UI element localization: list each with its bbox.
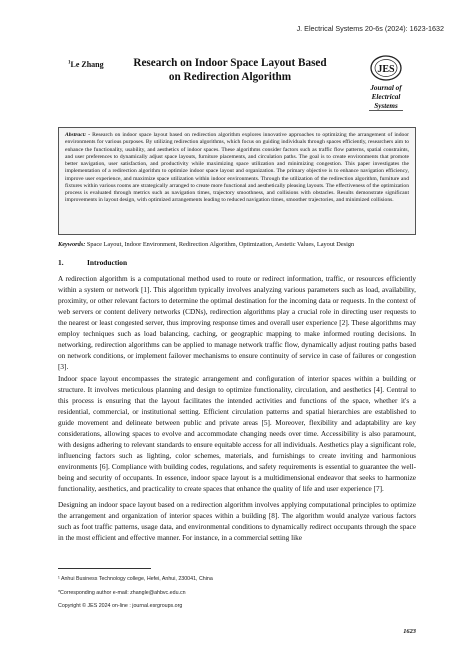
body-paragraph: Indoor space layout encompasses the strategic arrangement and configuration of interior spaces within a building or structure. It involves meticulous planning and design to optimize functionality, circulation, and aesthetics [4]. Central to this process is ensuring that the layout facilitates the intended activities and functions of the space, whether it's a residential, commercial, or institutional setting. Efficient circulation patterns and spatial hierarchies are established to guide movement and delineate between public and private areas [5]. Moreover, flexibility and adaptability are key considerations, allowing spaces to evolve and accommodate changing needs over time. Accessibility is also paramount, with designs adhering to relevant standards to ensure equitable access for all individuals. Aesthetics play a significant role, influencing factors such as lighting, color schemes, materials, and furnishings to create inviting and harmonious environments [6]. Compliance with building codes, regulations, and safety requirements is essential to guarantee the well-being and security of occupants. In essence, indoor space layout is a multidimensional endeavor that seeks to harmonize functionality, aesthetics, and practicality to create spaces that enhance the quality of life and user experience [7].: [58, 375, 416, 494]
abstract-text: Research on indoor space layout based on redirection algorithm explores innovative approaches to optimizing the arrangement of indoor environments for various purposes. By utilizing redirection algorithms, which focus on guiding individuals through spaces efficiently, researchers aim to enhance the functionality, usability, and aesthetics of indoor spaces. These algorithms consider factors such as traffic flow patterns, spatial constraints, and user preferences to dynamically adjust space layouts, furniture placements, and circulation paths. The goal is to create environments that promote better navigation, user satisfaction, and productivity while maximizing space utilization and minimizing congestion. This paper investigates the implementation of a redirection algorithm to optimize indoor space layout and organization. The primary objective is to enhance navigation efficiency, improve user experience, and maximize space utilization within indoor environments. Through the utilization of the redirection algorithm, furniture and fixtures within various rooms are strategically arranged to create more functional and aesthetically pleasing layouts. The effectiveness of the optimization process is evaluated through metrics such as navigation times, trajectory smoothness, and collisions with obstacles. Results demonstrate significant improvements in layout design, with optimized arrangements leading to reduced navigation times, smoother trajectories, and minimized collisions.: [65, 132, 409, 204]
page-number: 1623: [403, 628, 416, 635]
footnote-affiliation: ¹ Anhui Business Technology college, Hefei, Anhui, 230041, China: [58, 576, 213, 582]
abstract-label: Abstract: -: [65, 132, 91, 138]
logo-line-1: Journal of: [370, 84, 402, 92]
journal-header: J. Electrical Systems 20-6s (2024): 1623-1632: [296, 24, 444, 33]
author-name-text: Le Zhang: [70, 60, 104, 69]
footnote-divider: [58, 568, 151, 569]
section-number: 1.: [58, 258, 64, 267]
body-paragraph: Designing an indoor space layout based on a redirection algorithm involves applying computational principles to optimize the arrangement and organization of interior spaces within a building [8]. The algorithm would analyze various factors such as foot traffic patterns, usage data, and environmental conditions to dynamically redirect occupants through the space in the most efficient and effective manner. For instance, in a commercial setting like: [58, 501, 416, 543]
footnote-copyright: Copyright © JES 2024 on-line : journal.esrgroups.org: [58, 603, 183, 609]
keywords-label: Keywords:: [58, 241, 86, 248]
paper-title: Research on Indoor Space Layout Based on Redirection Algorithm: [133, 57, 327, 83]
logo-line-2: Electrical: [371, 93, 401, 101]
footnote-corresponding-author: *Corresponding author e-mail: zhangle@ahbvc.edu.cn: [58, 590, 186, 596]
jes-logo: [355, 52, 417, 118]
author-affiliation-mark: 1: [68, 60, 71, 66]
author-name: [68, 60, 104, 69]
abstract-box: [58, 127, 416, 235]
logo-letters: JES: [377, 64, 395, 75]
keywords-line: [58, 241, 428, 248]
section-title: Introduction: [87, 258, 128, 267]
section-heading-introduction: [58, 258, 127, 267]
keywords-text: Space Layout, Indoor Environment, Redirection Algorithm, Optimization, Aestetic Values, Layout Design: [85, 241, 355, 248]
logo-line-3: Systems: [374, 102, 398, 110]
body-paragraph: A redirection algorithm is a computational method used to route or redirect information, traffic, or resources efficiently within a system or network [1]. This algorithm typically involves analyzing various parameters such as load, availability, proximity, or other relevant factors to determine the optimal destination for the incoming data or requests. In the context of web servers or content delivery networks (CDNs), redirection algorithms play a crucial role in directing user requests to the nearest or least congested server, thus improving response times and overall user experience [2]. These algorithms may employ techniques such as load balancing, caching, or geographic mapping to make informed routing decisions. In networking, redirection algorithms can be applied to manage network traffic flow, dynamically adjust routing paths based on network conditions, or implement failover mechanisms to ensure continuity of service in case of failures or congestion [3].: [58, 275, 416, 372]
